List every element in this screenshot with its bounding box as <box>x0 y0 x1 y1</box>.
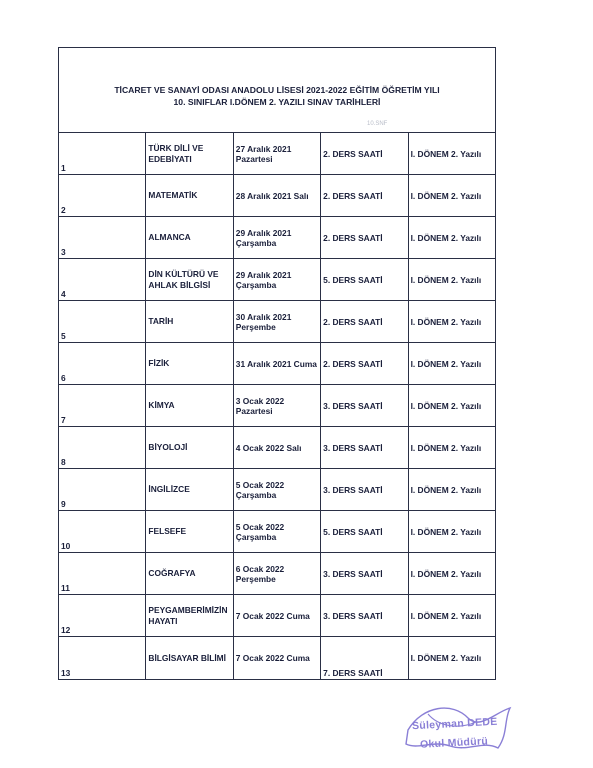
hour-cell: 3. DERS SAATİ <box>321 553 408 595</box>
hour-cell: 2. DERS SAATİ <box>321 175 408 217</box>
row-number: 2 <box>59 175 146 217</box>
hour-cell: 5. DERS SAATİ <box>321 259 408 301</box>
term-cell: I. DÖNEM 2. Yazılı <box>408 385 495 427</box>
row-number: 4 <box>59 259 146 301</box>
date-cell: 27 Aralık 2021 Pazartesi <box>233 133 320 175</box>
term-cell: I. DÖNEM 2. Yazılı <box>408 217 495 259</box>
table-row <box>59 511 496 553</box>
stamp-title: Okul Müdürü <box>419 735 489 751</box>
subject-cell: TÜRK DİLİ VE EDEBİYATI <box>146 133 233 175</box>
term-cell: I. DÖNEM 2. Yazılı <box>408 511 495 553</box>
hour-cell: 2. DERS SAATİ <box>321 217 408 259</box>
row-number: 3 <box>59 217 146 259</box>
table-row <box>59 595 496 637</box>
stamp-name: Süleyman DEDE <box>411 715 498 733</box>
header-row <box>59 48 496 133</box>
term-cell: I. DÖNEM 2. Yazılı <box>408 637 495 680</box>
subject-cell: FELSEFE <box>146 511 233 553</box>
hour-cell: 3. DERS SAATİ <box>321 595 408 637</box>
hour-cell: 5. DERS SAATİ <box>321 511 408 553</box>
row-number: 6 <box>59 343 146 385</box>
subject-cell: KİMYA <box>146 385 233 427</box>
date-cell: 6 Ocak 2022 Perşembe <box>233 553 320 595</box>
table-row <box>59 217 496 259</box>
row-number: 11 <box>59 553 146 595</box>
hour-cell: 2. DERS SAATİ <box>321 343 408 385</box>
hour-cell: 3. DERS SAATİ <box>321 427 408 469</box>
row-number: 13 <box>59 637 146 680</box>
exam-title: 10. SINIFLAR I.DÖNEM 2. YAZILI SINAV TARİHLERİ <box>173 97 381 107</box>
subject-cell: TARİH <box>146 301 233 343</box>
row-number: 8 <box>59 427 146 469</box>
row-number: 5 <box>59 301 146 343</box>
subject-cell: MATEMATİK <box>146 175 233 217</box>
hour-cell: 2. DERS SAATİ <box>321 301 408 343</box>
subject-cell: ALMANCA <box>146 217 233 259</box>
table-row <box>59 175 496 217</box>
hour-cell: 7. DERS SAATİ <box>321 637 408 680</box>
hour-cell: 3. DERS SAATİ <box>321 469 408 511</box>
faint-mark: 10.SNF <box>367 121 388 127</box>
date-cell: 29 Aralık 2021 Çarşamba <box>233 217 320 259</box>
date-cell: 5 Ocak 2022 Çarşamba <box>233 511 320 553</box>
row-number: 7 <box>59 385 146 427</box>
table-row <box>59 343 496 385</box>
term-cell: I. DÖNEM 2. Yazılı <box>408 133 495 175</box>
header-cell <box>59 48 496 133</box>
date-cell: 3 Ocak 2022 Pazartesi <box>233 385 320 427</box>
date-cell: 28 Aralık 2021 Salı <box>233 175 320 217</box>
subject-cell: BİYOLOJİ <box>146 427 233 469</box>
subject-cell: PEYGAMBERİMİZİN HAYATI <box>146 595 233 637</box>
subject-cell: COĞRAFYA <box>146 553 233 595</box>
term-cell: I. DÖNEM 2. Yazılı <box>408 259 495 301</box>
term-cell: I. DÖNEM 2. Yazılı <box>408 469 495 511</box>
term-cell: I. DÖNEM 2. Yazılı <box>408 553 495 595</box>
row-number: 10 <box>59 511 146 553</box>
hour-cell: 3. DERS SAATİ <box>321 385 408 427</box>
term-cell: I. DÖNEM 2. Yazılı <box>408 595 495 637</box>
table-row <box>59 637 496 680</box>
row-number: 12 <box>59 595 146 637</box>
subject-cell: İNGİLİZCE <box>146 469 233 511</box>
table-row <box>59 259 496 301</box>
subject-cell: DİN KÜLTÜRÜ VE AHLAK BİLGİSİ <box>146 259 233 301</box>
table-row <box>59 385 496 427</box>
date-cell: 31 Aralık 2021 Cuma <box>233 343 320 385</box>
date-cell: 5 Ocak 2022 Çarşamba <box>233 469 320 511</box>
table-row <box>59 553 496 595</box>
hour-cell: 2. DERS SAATİ <box>321 133 408 175</box>
date-cell: 7 Ocak 2022 Cuma <box>233 595 320 637</box>
table-row <box>59 133 496 175</box>
table-row <box>59 427 496 469</box>
row-number: 9 <box>59 469 146 511</box>
term-cell: I. DÖNEM 2. Yazılı <box>408 175 495 217</box>
date-cell: 4 Ocak 2022 Salı <box>233 427 320 469</box>
term-cell: I. DÖNEM 2. Yazılı <box>408 427 495 469</box>
table-row <box>59 301 496 343</box>
row-number: 1 <box>59 133 146 175</box>
table-row <box>59 469 496 511</box>
school-title: TİCARET VE SANAYİ ODASI ANADOLU LİSESİ 2021-2022 EĞİTİM ÖĞRETİM YILI <box>114 85 440 95</box>
date-cell: 7 Ocak 2022 Cuma <box>233 637 320 680</box>
term-cell: I. DÖNEM 2. Yazılı <box>408 301 495 343</box>
date-cell: 30 Aralık 2021 Perşembe <box>233 301 320 343</box>
date-cell: 29 Aralık 2021 Çarşamba <box>233 259 320 301</box>
subject-cell: FİZİK <box>146 343 233 385</box>
exam-schedule-table <box>58 47 496 680</box>
subject-cell: BİLGİSAYAR BİLİMİ <box>146 637 233 680</box>
term-cell: I. DÖNEM 2. Yazılı <box>408 343 495 385</box>
